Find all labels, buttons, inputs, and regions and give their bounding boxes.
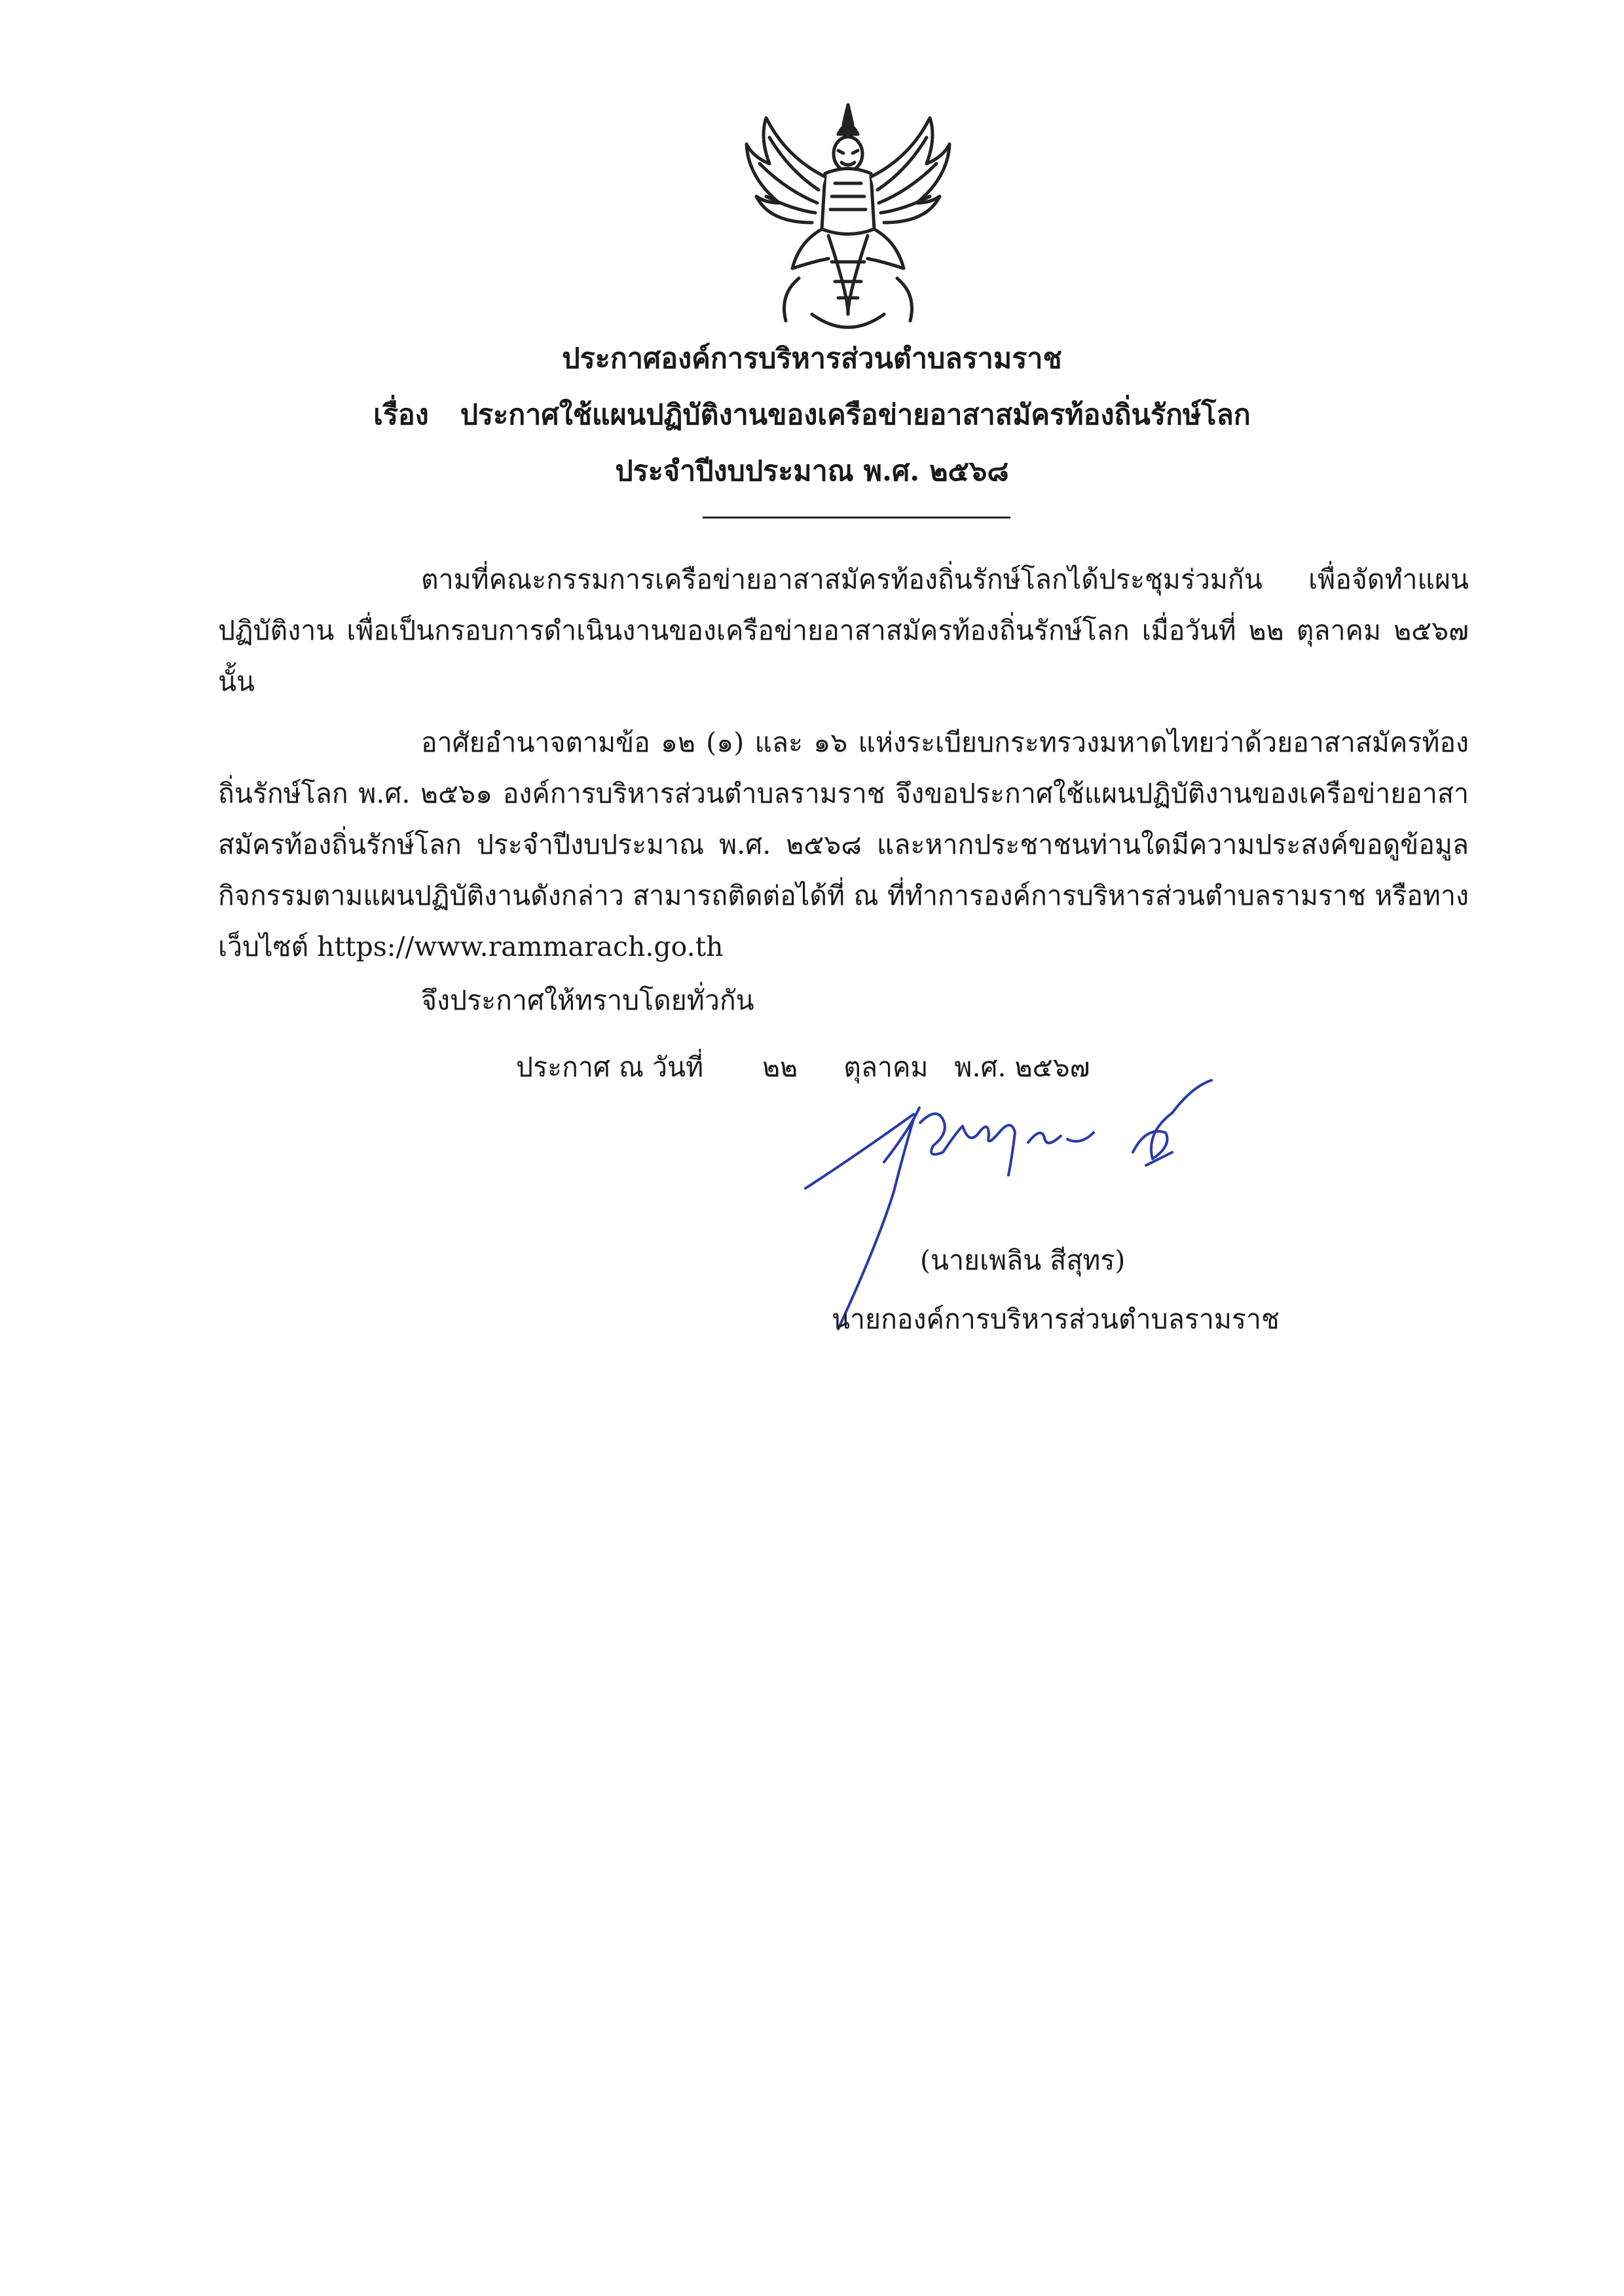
signer-title: นายกองค์การบริหารส่วนตำบลรามราช (832, 1303, 1280, 1335)
date-month: ตุลาคม (843, 1051, 929, 1083)
date-prefix: ประกาศ ณ วันที่ (516, 1051, 704, 1083)
announcement-title: ประกาศองค์การบริหารส่วนตำบลรามราช (562, 342, 1062, 375)
fiscal-year-line: ประจำปีงบประมาณ พ.ศ. ๒๕๖๘ (615, 455, 1009, 488)
title-divider (703, 517, 1010, 519)
signer-name: (นายเพลิน สีสุทร) (920, 1245, 1126, 1276)
subject-label: เรื่อง (373, 399, 429, 431)
subject-line (0, 397, 1624, 433)
date-day: ๒๒ (762, 1051, 798, 1083)
date-year: พ.ศ. ๒๕๖๗ (954, 1051, 1090, 1083)
paragraph-authority: อาศัยอำนาจตามข้อ ๑๒ (๑) และ ๑๖ แห่งระเบียบกระทรวงมหาดไทยว่าด้วยอาสาสมัครท้องถิ่นรักษ์โลก พ.ศ. ๒๕๖๑ องค์การบริหารส่วนตำบลรามราช จึงขอประกาศใช้แผนปฏิบัติงานของเครือข่ายอาสาสมัครท้องถิ่นรักษ์โลก ประจำปีงบประมาณ พ.ศ. ๒๕๖๘ และหากประชาชนท่านใดมีความประสงค์ขอดูข้อมูลกิจกรรมตามแผนปฏิบัติงานดังกล่าว สามารถติดต่อได้ที่ ณ ที่ทำการองค์การบริหารส่วนตำบลรามราช หรือทางเว็บไซต์ https://www.rammarach.go.th (218, 727, 1469, 962)
paragraph-background: ตามที่คณะกรรมการเครือข่ายอาสาสมัครท้องถิ่นรักษ์โลกได้ประชุมร่วมกัน เพื่อจัดทำแผนปฏิบัติงาน เพื่อเป็นกรอบการดำเนินงานของเครือข่ายอาสาสมัครท้องถิ่นรักษ์โลก เมื่อวันที่ ๒๒ ตุลาคม ๒๕๖๗ นั้น (218, 564, 1469, 697)
closing-statement: จึงประกาศให้ทราบโดยทั่วกัน (421, 985, 754, 1016)
garuda-emblem-icon (740, 98, 956, 340)
subject-text: ประกาศใช้แผนปฏิบัติงานของเครือข่ายอาสาสมัครท้องถิ่นรักษ์โลก (460, 399, 1251, 431)
